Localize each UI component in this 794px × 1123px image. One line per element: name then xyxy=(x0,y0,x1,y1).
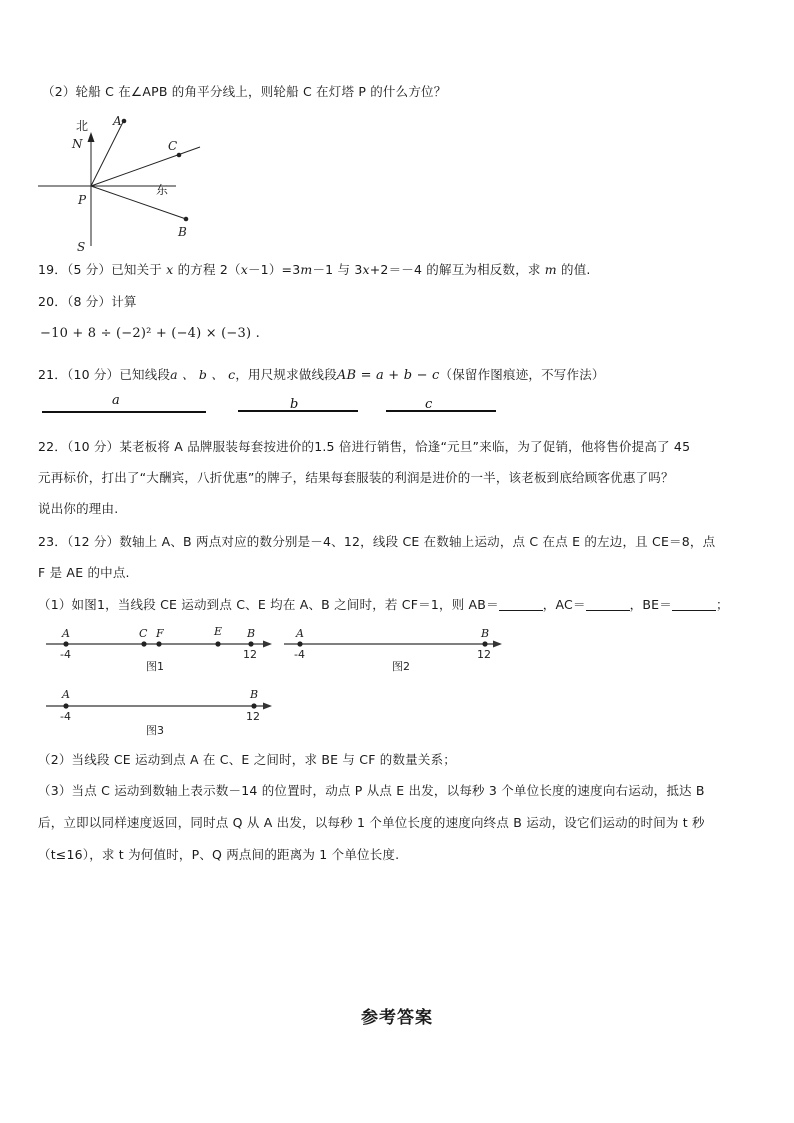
fig3-label-a: A xyxy=(62,688,70,701)
question-23-line2: F 是 AE 的中点. xyxy=(38,565,130,580)
compass-diagram xyxy=(36,116,256,256)
question-19: 19．（5 分）已知关于 x 的方程 2（x－1）=3m－1 与 3x+2＝－4 的解互为相反数，求 m 的值. xyxy=(38,262,591,277)
north-char: 北 xyxy=(76,119,89,133)
north-letter: N xyxy=(72,137,83,151)
question-23-part3-line1: （3）当点 C 运动到数轴上表示数－14 的位置时，动点 P 从点 E 出发，以每秒 3 个单位长度的速度向右运动，抵达 B xyxy=(38,783,705,798)
question-23-part1: （1）如图1，当线段 CE 运动到点 C、E 均在 A、B 之间时，若 CF＝1，则 AB＝ ，AC＝ ，BE＝ ； xyxy=(38,597,729,612)
answer-section-title: 参考答案 xyxy=(361,1008,433,1028)
fig2-num-right: 12 xyxy=(477,648,491,661)
label-a: A xyxy=(113,116,122,128)
number-line-figures xyxy=(40,622,560,742)
question-23-part2: （2）当线段 CE 运动到点 A 在 C、E 之间时，求 BE 与 CF 的数量关系； xyxy=(38,752,456,767)
seg-b-label: b xyxy=(290,397,299,412)
fig1-num-right: 12 xyxy=(243,648,257,661)
south-letter: S xyxy=(77,240,86,254)
fig3-caption: 图3 xyxy=(146,724,164,737)
fig1-label-a: A xyxy=(62,627,70,640)
fig3-label-b: B xyxy=(250,688,259,701)
fig1-label-b: B xyxy=(247,627,256,640)
question-21: 21．（10 分）已知线段a 、 b 、 c，用尺规求做线段AB = a + b − c（保留作图痕迹，不写作法） xyxy=(38,367,605,383)
label-p: P xyxy=(78,193,87,207)
fig2-caption: 图2 xyxy=(392,660,410,673)
label-c: C xyxy=(168,139,178,153)
fig3-num-left: -4 xyxy=(60,710,71,723)
question-23-line1: 23．（12 分）数轴上 A、B 两点对应的数分别是－4、12，线段 CE 在数轴上运动，点 C 在点 E 的左边，且 CE＝8，点 xyxy=(38,534,716,549)
fig1-caption: 图1 xyxy=(146,660,164,673)
answer-blank-ab[interactable] xyxy=(499,598,543,611)
question-22-line1: 22．（10 分）某老板将 A 品牌服装每套按进价的1.5 倍进行销售，恰逢“元旦”来临，为了促销，他将售价提高了 45 xyxy=(38,439,691,454)
question-20: 20．（8 分）计算 xyxy=(38,294,137,309)
fig3-num-right: 12 xyxy=(246,710,260,723)
segments-abc xyxy=(38,392,518,422)
fig1-label-e: E xyxy=(214,625,223,638)
seg-a-label: a xyxy=(112,393,120,408)
fig1-label-f: F xyxy=(156,627,164,640)
fig1-label-c: C xyxy=(139,627,148,640)
question-22-line3: 说出你的理由. xyxy=(38,501,119,516)
fig2-label-a: A xyxy=(296,627,304,640)
answer-blank-be[interactable] xyxy=(672,598,716,611)
fig1-num-left: -4 xyxy=(60,648,71,661)
seg-c-label: c xyxy=(425,397,433,412)
label-b: B xyxy=(178,225,187,239)
question-23-part3-line3: （t≤16），求 t 为何值时，P、Q 两点间的距离为 1 个单位长度. xyxy=(38,847,400,862)
question-23-part3-line2: 后，立即以同样速度返回，同时点 Q 从 A 出发，以每秒 1 个单位长度的速度向终点 B 运动，设它们运动的时间为 t 秒 xyxy=(38,815,705,830)
fig2-num-left: -4 xyxy=(294,648,305,661)
east-char: 东 xyxy=(156,183,169,197)
answer-blank-ac[interactable] xyxy=(586,598,630,611)
fig2-label-b: B xyxy=(481,627,490,640)
q20-expression: −10 + 8 ÷ (−2)² + (−4) × (−3) . xyxy=(40,326,260,341)
question-22-line2: 元再标价，打出了“大酬宾，八折优惠”的牌子，结果每套服装的利润是进价的一半，该老板到底给顾客优惠了吗？ xyxy=(38,470,674,485)
q18-part2-text: （2）轮船 C 在∠APB 的角平分线上，则轮船 C 在灯塔 P 的什么方位？ xyxy=(42,84,447,99)
